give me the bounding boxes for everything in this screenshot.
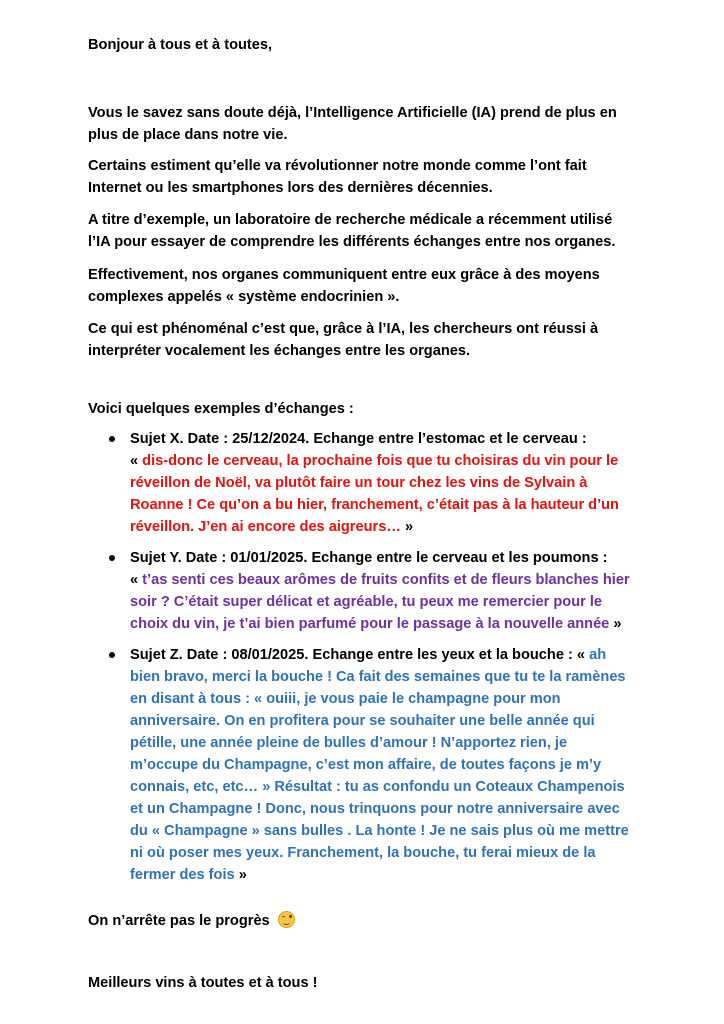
label-text: Sujet Y. Date : 01/01/2025. Echange entre le cerveau et les poumons : (130, 550, 608, 566)
quote-text: et un Champagne ! Donc, nous trinquons pour notre anniversaire avec (130, 801, 620, 817)
paragraph-line: complexes appelés « système endocrinien ». (88, 289, 400, 305)
example-line (130, 494, 648, 516)
paragraph-5 (88, 318, 648, 362)
quote-text: pétille, une année pleine de bulles d’amour ! N’apportez rien, je (130, 735, 568, 751)
example-line (130, 547, 648, 569)
paragraph-2 (88, 155, 648, 199)
example-line (130, 666, 648, 688)
paragraph-line: plus de place dans notre vie. (88, 127, 288, 143)
example-line (130, 644, 648, 666)
quote-text: soir ? C’était super délicat et agréable, tu peux me remercier pour le (130, 594, 603, 610)
quote-text: du « Champagne » sans bulles . La honte ! Je ne sais plus où me mettre (130, 823, 629, 839)
quote-text: bien bravo, merci la bouche ! Ca fait des semaines que tu te la ramènes (130, 669, 626, 685)
paragraph-line: Ce qui est phénoménal c’est que, grâce à l’IA, les chercheurs ont réussi à (88, 321, 599, 337)
label-text: Sujet X. Date : 25/12/2024. Echange entre l’estomac et le cerveau : (130, 431, 587, 447)
label-text: » (609, 616, 622, 632)
paragraph-line: Vous le savez sans doute déjà, l’Intelligence Artificielle (IA) prend de plus en (88, 105, 617, 121)
example-item (88, 547, 648, 635)
example-line (130, 798, 648, 820)
label-text: » (234, 867, 247, 883)
example-line (130, 776, 648, 798)
example-line (130, 472, 648, 494)
progress-line (88, 910, 295, 932)
paragraph-1 (88, 102, 648, 146)
quote-text: choix du vin, je t’ai bien parfumé pour le passage à la nouvelle année (130, 616, 610, 632)
example-line (130, 754, 648, 776)
paragraph-3 (88, 209, 648, 253)
examples-heading: Voici quelques exemples d’échanges : (88, 401, 354, 417)
quote-text: anniversaire. On en profitera pour se souhaiter une belle année qui (130, 713, 595, 729)
quote-text: Roanne ! Ce qu’on a bu hier, franchement, c’était pas à la hauteur d’un (130, 497, 619, 513)
quote-text: m’occupe du Champagne, c’est mon affaire, de toutes façons je m’y (130, 757, 602, 773)
paragraph-line: Effectivement, nos organes communiquent entre eux grâce à des moyens (88, 267, 600, 283)
quote-text: connais, etc, etc… » Résultat : tu as confondu un Coteaux Champenois (130, 779, 625, 795)
quote-text: ni où poser mes yeux. Franchement, la bouche, tu ferai mieux de la (130, 845, 596, 861)
examples-list (88, 428, 648, 895)
example-line (130, 450, 648, 472)
example-item (88, 644, 648, 886)
example-line (130, 516, 648, 538)
progress-text: On n’arrête pas le progrès (88, 913, 270, 929)
example-line (130, 591, 648, 613)
example-line (130, 732, 648, 754)
label-text: « (130, 453, 143, 469)
quote-text: fermer des fois (130, 867, 235, 883)
quote-text: dis-donc le cerveau, la prochaine fois que tu choisiras du vin pour le (142, 453, 619, 469)
paragraph-line: Internet ou les smartphones lors des dernières décennies. (88, 180, 493, 196)
paragraph-line: interpréter vocalement les échanges entre les organes. (88, 343, 471, 359)
quote-text: en disant à tous : « ouiii, je vous paie le champagne pour mon (130, 691, 561, 707)
example-item (88, 428, 648, 538)
example-line (130, 820, 648, 842)
paragraph-line: l’IA pour essayer de comprendre les différents échanges entre nos organes. (88, 234, 616, 250)
winking-face-icon (278, 911, 295, 928)
bullet-icon (109, 652, 115, 658)
example-line (130, 688, 648, 710)
example-line (130, 864, 648, 886)
example-line (130, 569, 648, 591)
example-line (130, 613, 648, 635)
label-text: Sujet Z. Date : 08/01/2025. Echange entre les yeux et la bouche : « (130, 647, 590, 663)
bullet-icon (109, 436, 115, 442)
label-text: « (130, 572, 143, 588)
closing-line: Meilleurs vins à toutes et à tous ! (88, 975, 318, 991)
quote-text: ah (589, 647, 607, 663)
quote-text: t’as senti ces beaux arômes de fruits confits et de fleurs blanches hier (142, 572, 630, 588)
example-line (130, 842, 648, 864)
paragraph-line: Certains estiment qu’elle va révolutionner notre monde comme l’ont fait (88, 158, 587, 174)
quote-text: réveillon de Noël, va plutôt faire un tour chez les vins de Sylvain à (130, 475, 588, 491)
example-line (130, 710, 648, 732)
paragraph-4 (88, 264, 648, 308)
greeting: Bonjour à tous et à toutes, (88, 37, 273, 53)
bullet-icon (109, 555, 115, 561)
paragraph-line: A titre d’exemple, un laboratoire de recherche médicale a récemment utilisé (88, 212, 613, 228)
example-line (130, 428, 648, 450)
label-text: » (400, 519, 414, 535)
quote-text: réveillon. J’en ai encore des aigreurs… (130, 519, 401, 535)
